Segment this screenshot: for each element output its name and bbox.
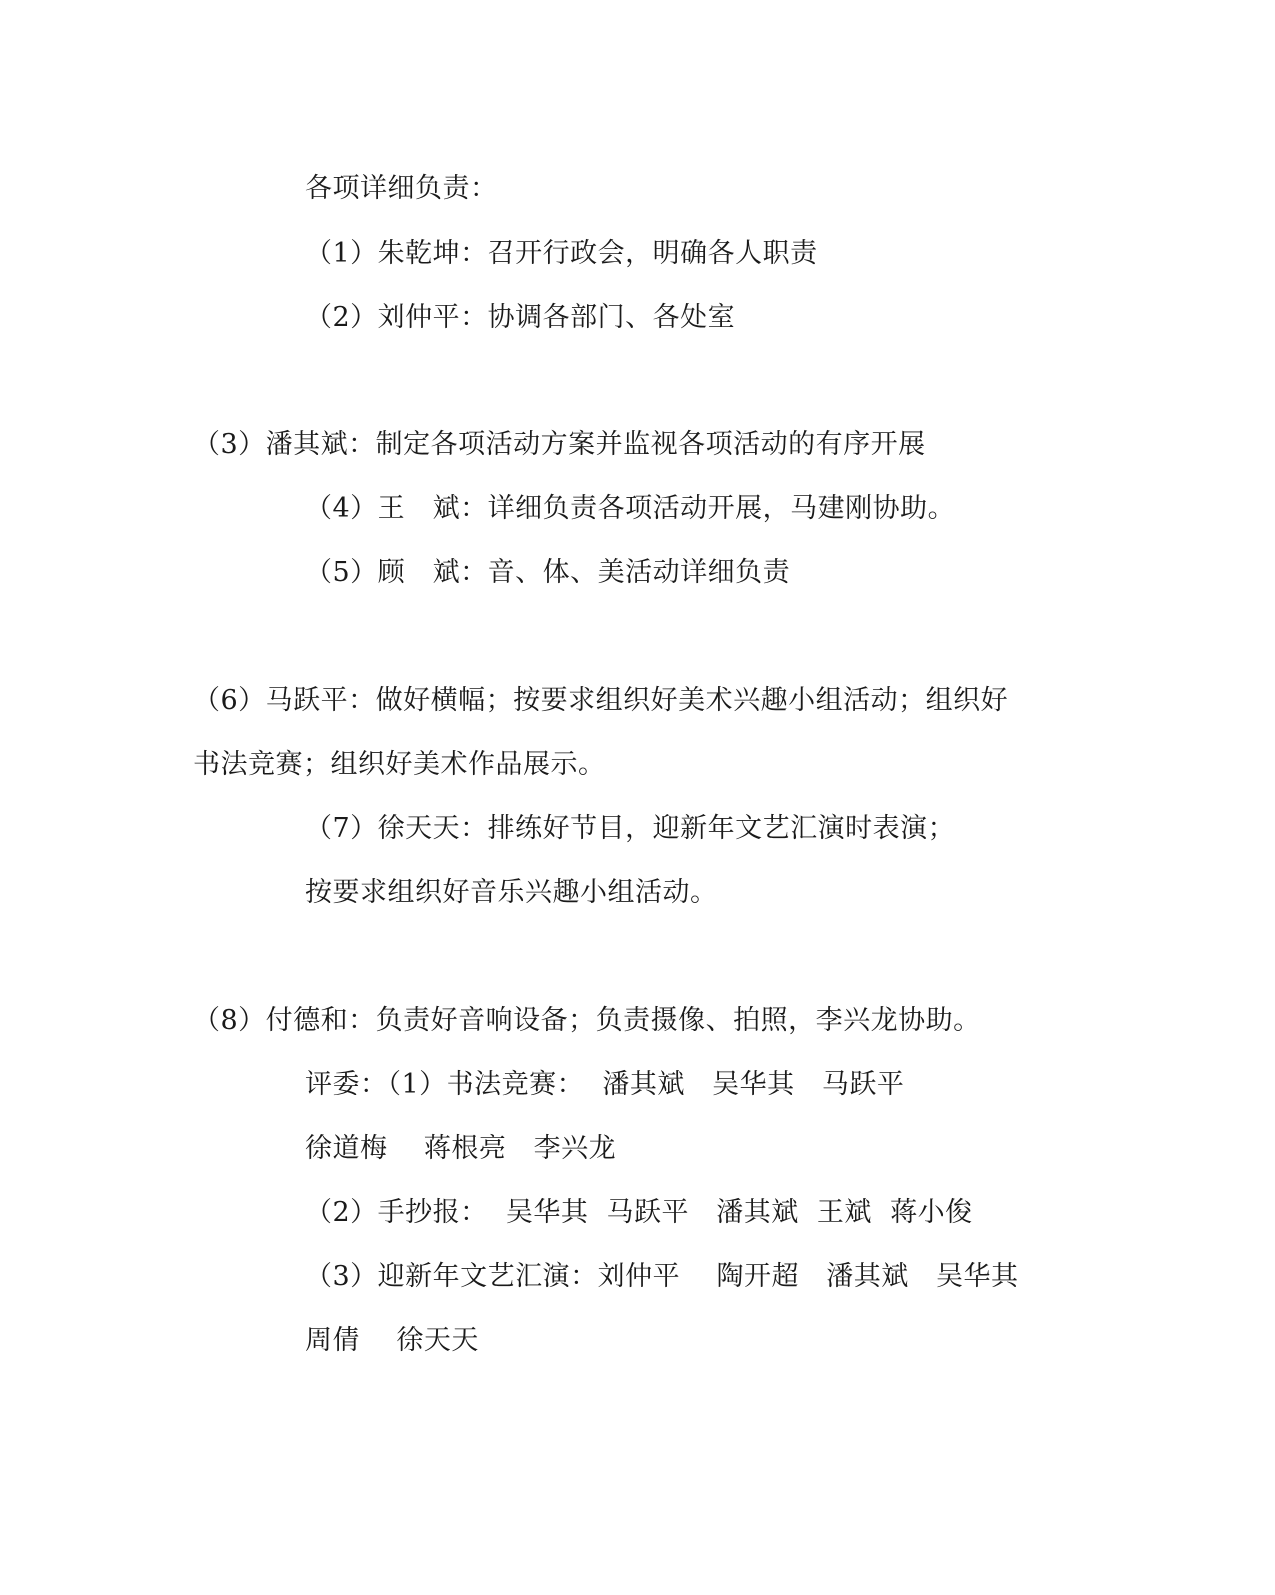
list-item: （7）徐天天：排练好节目，迎新年文艺汇演时表演； (305, 813, 956, 844)
list-item: （8）付德和：负责好音响设备；负责摄像、拍照，李兴龙协助。 (193, 1005, 981, 1036)
list-item: （4）王 斌：详细负责各项活动开展，马建刚协助。 (305, 493, 956, 524)
list-item-continuation: 按要求组织好音乐兴趣小组活动。 (305, 877, 718, 908)
list-item: （1）朱乾坤：召开行政会，明确各人职责 (305, 238, 818, 269)
list-item-continuation: 书法竞赛；组织好美术作品展示。 (193, 749, 606, 780)
list-item: （3）潘其斌：制定各项活动方案并监视各项活动的有序开展 (193, 429, 926, 460)
list-item: （2）刘仲平：协调各部门、各处室 (305, 302, 736, 333)
judges-line: （2）手抄报： 吴华其 马跃平 潘其斌 王斌 蒋小俊 (305, 1197, 973, 1228)
judges-line: 周倩 徐天天 (305, 1325, 479, 1356)
section-heading: 各项详细负责： (305, 173, 498, 204)
list-item: （6）马跃平：做好横幅；按要求组织好美术兴趣小组活动；组织好 (193, 685, 1009, 716)
judges-line: 徐道梅 蒋根亮 李兴龙 (305, 1133, 617, 1164)
list-item: （5）顾 斌：音、体、美活动详细负责 (305, 557, 791, 588)
judges-line: （3）迎新年文艺汇演：刘仲平 陶开超 潘其斌 吴华其 (305, 1261, 1019, 1292)
judges-line: 评委：（1）书法竞赛： 潘其斌 吴华其 马跃平 (305, 1069, 905, 1100)
